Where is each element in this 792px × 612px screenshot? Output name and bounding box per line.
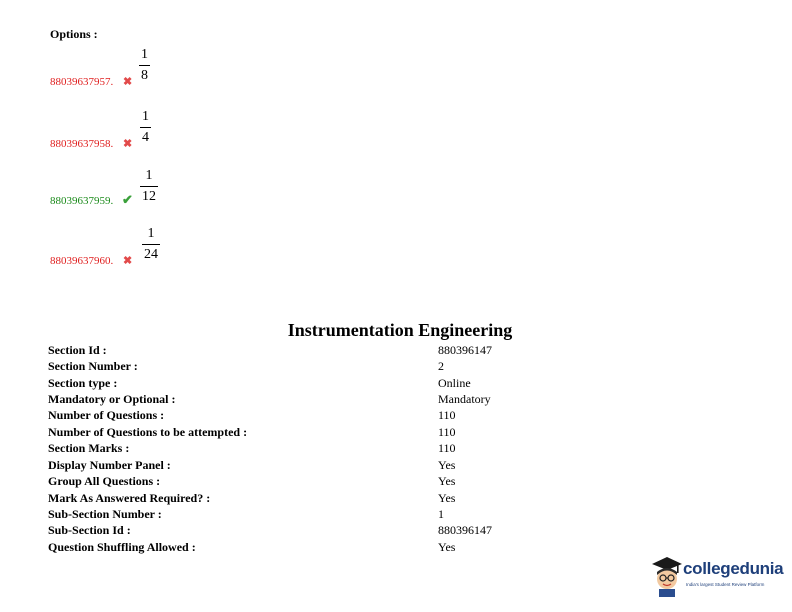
info-row: [48, 458, 648, 474]
fraction-denominator: 24: [144, 247, 158, 262]
option-item: [50, 47, 250, 107]
info-label: Group All Questions :: [48, 474, 161, 488]
fraction-numerator: 1: [147, 226, 155, 241]
info-label: Number of Questions :: [48, 408, 165, 422]
fraction-denominator: 4: [142, 130, 149, 145]
fraction-numerator: 1: [145, 168, 153, 183]
info-label: Section type :: [48, 376, 118, 390]
fraction-numerator: 1: [141, 47, 148, 62]
info-row: [48, 540, 648, 556]
option-item: [50, 168, 250, 228]
info-value: Yes: [438, 491, 456, 505]
info-value: 1: [438, 507, 444, 521]
option-fraction: [140, 168, 158, 205]
info-label: Mandatory or Optional :: [48, 392, 176, 406]
info-row: [48, 523, 648, 539]
fraction-bar: [140, 186, 158, 187]
info-row: [48, 359, 648, 375]
info-label: Number of Questions to be attempted :: [48, 425, 248, 439]
info-row: [48, 474, 648, 490]
option-fraction: [139, 47, 150, 84]
fraction-bar: [139, 65, 150, 66]
info-label: Question Shuffling Allowed :: [48, 540, 196, 554]
fraction-bar: [140, 127, 151, 128]
info-row: [48, 392, 648, 408]
info-value: Yes: [438, 458, 456, 472]
info-label: Section Number :: [48, 359, 138, 373]
info-value: 880396147: [438, 343, 492, 357]
section-title: Instrumentation Engineering: [287, 320, 513, 340]
option-item: [50, 226, 250, 286]
info-value: Yes: [438, 474, 456, 488]
option-fraction: [142, 226, 160, 263]
graduate-mascot-icon: [650, 555, 684, 597]
cross-icon: ✖: [123, 138, 133, 150]
check-icon: ✔: [122, 192, 133, 207]
option-item: [50, 109, 250, 169]
info-label: Section Id :: [48, 343, 107, 357]
option-fraction: [140, 109, 151, 146]
fraction-denominator: 12: [142, 189, 156, 204]
option-id: 88039637957.: [50, 76, 114, 88]
info-value: 110: [438, 425, 456, 439]
collegedunia-logo: [650, 555, 785, 600]
logo-tagline: India's largest Student Review Platform: [686, 582, 765, 587]
info-row: [48, 507, 648, 523]
options-heading: Options :: [50, 27, 98, 41]
cross-icon: ✖: [123, 76, 133, 88]
info-label: Display Number Panel :: [48, 458, 171, 472]
info-value: 110: [438, 441, 456, 455]
fraction-numerator: 1: [142, 109, 149, 124]
info-value: Mandatory: [438, 392, 491, 406]
info-label: Section Marks :: [48, 441, 130, 455]
info-label: Sub-Section Id :: [48, 523, 131, 537]
info-row: [48, 425, 648, 441]
info-row: [48, 343, 648, 359]
info-value: 2: [438, 359, 444, 373]
info-row: [48, 408, 648, 424]
fraction-denominator: 8: [141, 68, 148, 83]
logo-wordmark: collegedunia: [683, 559, 784, 578]
info-row: [48, 491, 648, 507]
info-row: [48, 376, 648, 392]
info-value: 880396147: [438, 523, 492, 537]
info-label: Mark As Answered Required? :: [48, 491, 211, 505]
info-value: 110: [438, 408, 456, 422]
info-label: Sub-Section Number :: [48, 507, 162, 521]
option-id: 88039637960.: [50, 255, 114, 267]
info-value: Yes: [438, 540, 456, 554]
info-row: [48, 441, 648, 457]
option-id: 88039637958.: [50, 138, 114, 150]
fraction-bar: [142, 244, 160, 245]
info-value: Online: [438, 376, 471, 390]
cross-icon: ✖: [123, 255, 133, 267]
option-id: 88039637959.: [50, 195, 114, 207]
